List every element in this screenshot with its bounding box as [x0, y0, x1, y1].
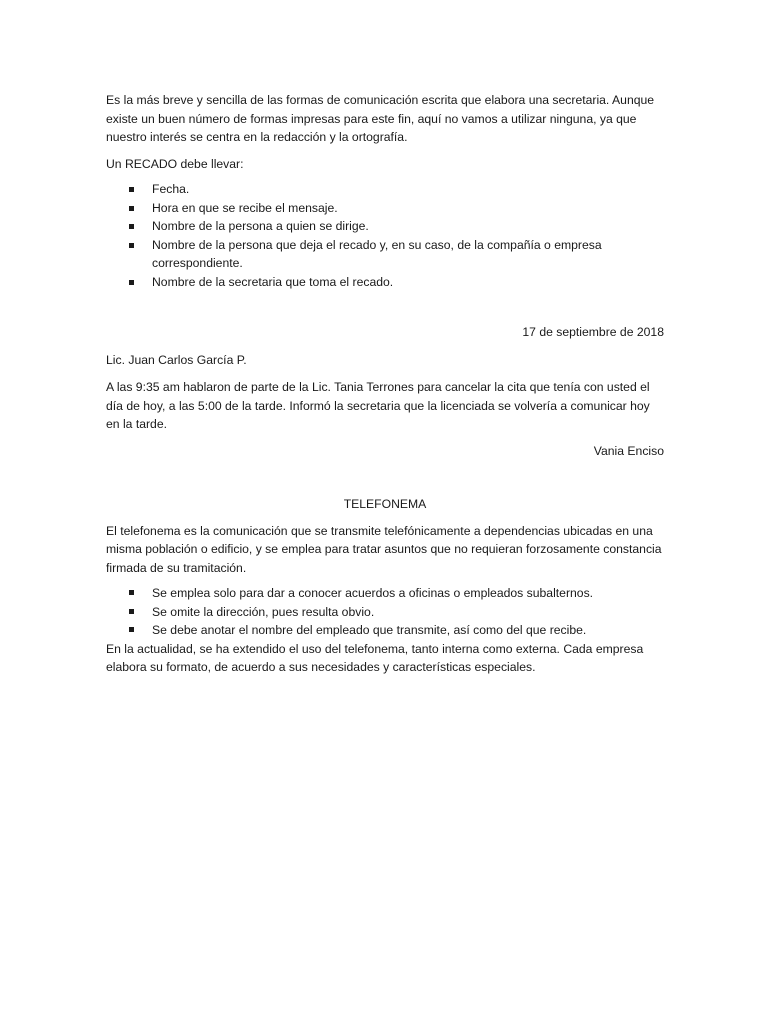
square-bullet-icon — [129, 627, 134, 632]
example-addressee: Lic. Juan Carlos García P. — [106, 352, 247, 367]
telefonema-definition: El telefonema es la comunicación que se transmite telefónicamente a dependencias ubicadas en una misma población o edificio, y se emplea para tratar asuntos que no requieran forzosamente constancia firmada de su tramitación. — [106, 523, 662, 575]
list-item-text: Fecha. — [152, 182, 190, 196]
list-item — [106, 584, 664, 603]
recado-lead-text: Un RECADO debe llevar: — [106, 156, 244, 171]
list-item-text: Nombre de la secretaria que toma el recado. — [152, 274, 394, 289]
list-item — [106, 603, 664, 622]
telefonema-closing-paragraph: En la actualidad, se ha extendido el uso del telefonema, tanto interna como externa. Cada empresa elabora su formato, de acuerdo a sus necesidades y características especiales. — [106, 641, 644, 674]
example-signature: Vania Enciso — [593, 443, 664, 458]
list-item — [106, 199, 664, 218]
list-item — [106, 217, 664, 236]
square-bullet-icon — [129, 187, 134, 192]
recado-intro-paragraph: Es la más breve y sencilla de las formas de comunicación escrita que elabora una secretaria. Aunque existe un buen número de formas impresas para este fin, aquí no vamos a utilizar ninguna, ya que nuestro interés se centra en la redacción y la ortografía. — [106, 93, 655, 144]
square-bullet-icon — [129, 590, 134, 595]
list-item — [106, 621, 664, 640]
list-item — [106, 273, 664, 292]
list-item — [106, 236, 664, 273]
square-bullet-icon — [129, 280, 134, 285]
telefonema-heading: TELEFONEMA — [343, 497, 427, 511]
list-item — [106, 180, 664, 199]
example-date: 17 de septiembre de 2018 — [522, 325, 664, 339]
square-bullet-icon — [129, 609, 134, 614]
square-bullet-icon — [129, 243, 134, 248]
recado-requirements-list — [106, 180, 664, 291]
telefonema-features-list — [106, 584, 664, 640]
example-message: A las 9:35 am hablaron de parte de la Lic. Tania Terrones para cancelar la cita que tenía con usted el día de hoy, a las 5:00 de la tarde. Informó la secretaria que la licenciada se volvería a comunicar hoy en la tarde. — [106, 380, 650, 431]
square-bullet-icon — [129, 224, 134, 229]
square-bullet-icon — [129, 206, 134, 211]
list-item-text: Se debe anotar el nombre del empleado que transmite, así como del que recibe. — [152, 623, 587, 637]
list-item-text: Hora en que se recibe el mensaje. — [152, 200, 338, 215]
list-item-text: Se omite la dirección, pues resulta obvio. — [152, 604, 375, 619]
list-item-text: Nombre de la persona a quien se dirige. — [152, 219, 369, 233]
list-item-text: Nombre de la persona que deja el recado y, en su caso, de la compañía o empresa correspondiente. — [152, 237, 602, 270]
list-item-text: Se emplea solo para dar a conocer acuerdos a oficinas o empleados subalternos. — [152, 586, 594, 600]
